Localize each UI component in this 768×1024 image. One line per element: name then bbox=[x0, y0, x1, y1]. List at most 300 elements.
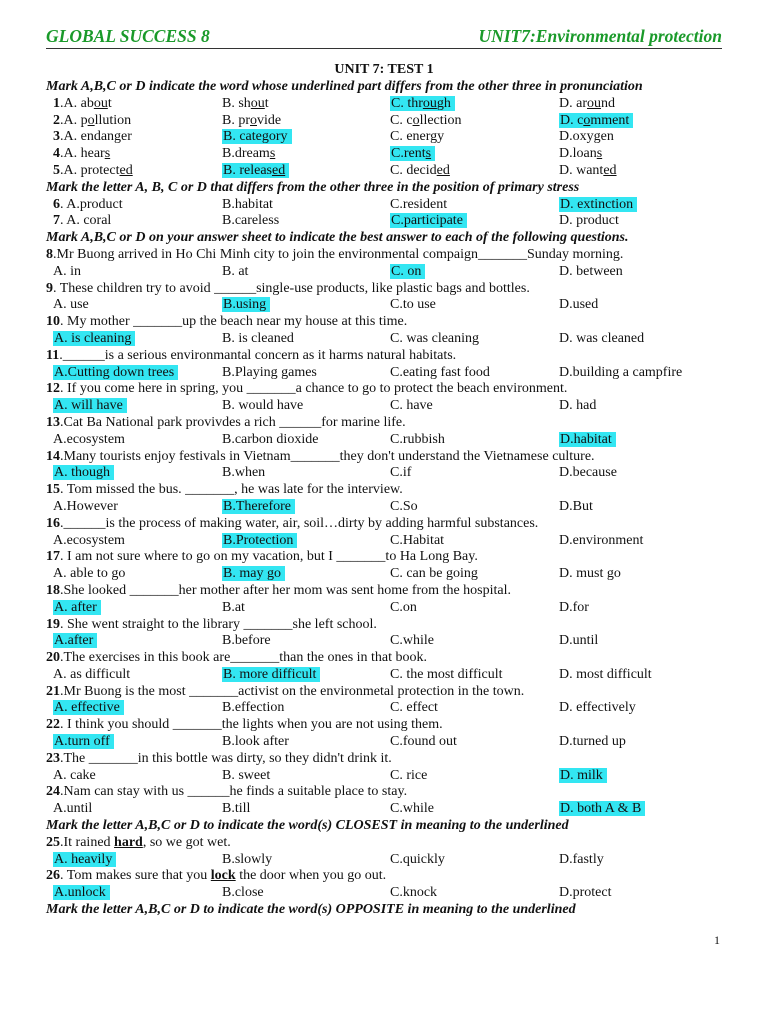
text-segment: .Cat Ba National park provivdes a rich ______for marine life. bbox=[60, 414, 406, 430]
text-segment: A.turn off bbox=[54, 734, 110, 750]
text-segment: .______is a serious environmantal concern as it harms natural habitats. bbox=[59, 347, 457, 363]
question-stem bbox=[46, 415, 722, 432]
section-instruction: Mark the letter A,B,C or D to indicate the word(s) CLOSEST in meaning to the underlined bbox=[46, 818, 569, 834]
answer-option[interactable] bbox=[559, 667, 652, 684]
option-text bbox=[222, 96, 269, 111]
option-text bbox=[559, 113, 633, 128]
text-segment: ed bbox=[436, 162, 450, 178]
text-segment: B.dream bbox=[222, 146, 270, 162]
text-segment: B. releas bbox=[223, 162, 272, 178]
answer-option-selected[interactable] bbox=[390, 264, 425, 281]
answer-option-selected[interactable] bbox=[390, 213, 467, 230]
text-segment: A.after bbox=[54, 633, 94, 649]
answer-option[interactable] bbox=[559, 533, 643, 550]
answer-option[interactable] bbox=[559, 852, 604, 869]
option-text bbox=[559, 566, 621, 581]
answer-option-selected[interactable] bbox=[222, 297, 270, 314]
answer-option[interactable] bbox=[222, 700, 284, 717]
answer-options-row bbox=[46, 264, 722, 281]
option-text bbox=[390, 700, 438, 715]
answer-options-row bbox=[46, 197, 722, 214]
option-text bbox=[53, 667, 130, 682]
option-text bbox=[390, 667, 503, 682]
text-segment: . A.product bbox=[60, 196, 123, 212]
text-segment: A. effective bbox=[54, 700, 120, 716]
answer-options-row bbox=[46, 365, 722, 382]
option-text bbox=[559, 885, 611, 900]
answer-option-selected[interactable] bbox=[53, 633, 97, 650]
answer-option[interactable] bbox=[559, 885, 611, 902]
answer-option[interactable] bbox=[390, 633, 434, 650]
answer-option[interactable] bbox=[390, 113, 462, 130]
text-segment: B. pr bbox=[222, 112, 250, 128]
text-segment: C.knock bbox=[390, 885, 438, 901]
text-segment: D. had bbox=[559, 398, 597, 414]
answer-option[interactable] bbox=[53, 432, 125, 449]
text-segment: B. may go bbox=[223, 566, 281, 582]
page-number: 1 bbox=[714, 933, 720, 947]
option-text bbox=[390, 213, 467, 228]
answer-option[interactable] bbox=[390, 566, 478, 583]
option-text bbox=[222, 163, 289, 178]
option-text bbox=[53, 465, 114, 480]
answer-option[interactable] bbox=[222, 113, 281, 130]
answer-option-selected[interactable] bbox=[559, 801, 645, 818]
answer-option[interactable] bbox=[53, 146, 110, 163]
answer-option[interactable] bbox=[390, 129, 444, 146]
text-segment: 11 bbox=[46, 347, 60, 363]
text-segment: D. ar bbox=[559, 95, 587, 111]
text-segment: hard bbox=[114, 834, 143, 850]
text-segment: A. though bbox=[54, 465, 110, 481]
text-segment: B.carbon dioxide bbox=[222, 431, 319, 447]
text-segment: D.protect bbox=[559, 885, 612, 901]
answer-option[interactable] bbox=[559, 129, 614, 146]
option-text bbox=[390, 398, 433, 413]
text-segment: t bbox=[107, 95, 112, 111]
answer-option[interactable] bbox=[390, 163, 450, 180]
text-segment: C. on bbox=[391, 263, 422, 279]
answer-option[interactable] bbox=[559, 96, 615, 113]
answer-options-row bbox=[46, 885, 722, 902]
answer-option[interactable] bbox=[390, 432, 445, 449]
answer-option[interactable] bbox=[222, 331, 294, 348]
text-segment: ed bbox=[271, 162, 286, 178]
option-text bbox=[53, 852, 116, 867]
text-segment: C.quickly bbox=[390, 851, 445, 867]
option-text bbox=[559, 146, 602, 161]
text-segment: t bbox=[264, 95, 269, 111]
option-text bbox=[53, 885, 110, 900]
answer-options-row bbox=[46, 113, 722, 130]
option-text bbox=[390, 96, 455, 111]
answer-option-selected[interactable] bbox=[222, 533, 297, 550]
answer-option[interactable] bbox=[222, 600, 245, 617]
answer-option[interactable] bbox=[390, 700, 438, 717]
text-segment: llution bbox=[94, 112, 132, 128]
answer-option[interactable] bbox=[222, 885, 264, 902]
answer-option-selected[interactable] bbox=[53, 852, 116, 869]
option-text bbox=[222, 197, 273, 212]
text-segment: o bbox=[412, 112, 420, 128]
header-course-title: GLOBAL SUCCESS 8 bbox=[46, 26, 210, 46]
text-segment: .The exercises in this book are_______than the ones in that book. bbox=[60, 650, 428, 666]
answer-option[interactable] bbox=[53, 113, 131, 130]
option-text bbox=[559, 768, 607, 783]
answer-option-selected[interactable] bbox=[222, 566, 285, 583]
answer-option-selected[interactable] bbox=[559, 197, 637, 214]
text-segment: B.Therefore bbox=[223, 498, 292, 514]
option-text bbox=[222, 213, 279, 228]
text-segment: C.found out bbox=[390, 734, 457, 750]
answer-option[interactable] bbox=[559, 297, 598, 314]
question-stem bbox=[46, 717, 722, 734]
answer-option[interactable] bbox=[222, 197, 273, 214]
answer-options-row bbox=[46, 129, 722, 146]
answer-option[interactable] bbox=[222, 264, 248, 281]
option-text bbox=[222, 801, 250, 816]
question-stem bbox=[46, 314, 722, 331]
option-text bbox=[53, 331, 135, 346]
text-segment: .Mr Buong arrived in Ho Chi Minh city to join the environmental compaign_______Sunday morning. bbox=[53, 246, 624, 262]
option-text bbox=[222, 465, 265, 480]
text-segment: C. the most difficult bbox=[390, 666, 503, 682]
text-segment: A. after bbox=[54, 599, 97, 615]
text-segment: A. use bbox=[53, 297, 89, 313]
text-segment: C.rent bbox=[391, 146, 426, 162]
answer-options-row bbox=[46, 398, 722, 415]
answer-option[interactable] bbox=[390, 197, 447, 214]
text-segment: 5 bbox=[53, 162, 60, 178]
text-segment: ou bbox=[93, 95, 108, 111]
answer-option[interactable] bbox=[559, 600, 589, 617]
option-text bbox=[559, 633, 598, 648]
option-text bbox=[390, 633, 434, 648]
answer-option-selected[interactable] bbox=[53, 734, 114, 751]
text-segment: . She went straight to the library _______she left school. bbox=[60, 616, 377, 632]
text-segment: D. c bbox=[560, 112, 584, 128]
option-text bbox=[222, 331, 294, 346]
option-text bbox=[222, 146, 275, 161]
answer-option[interactable] bbox=[222, 633, 271, 650]
text-segment: 17 bbox=[46, 549, 60, 565]
text-segment: . A. coral bbox=[60, 213, 112, 229]
answer-options-row bbox=[46, 566, 722, 583]
option-text bbox=[222, 700, 284, 715]
text-segment: 15 bbox=[46, 482, 60, 498]
answer-options-row bbox=[46, 768, 722, 785]
answer-option[interactable] bbox=[390, 801, 434, 818]
option-text bbox=[53, 432, 125, 447]
text-segment: gh bbox=[436, 95, 451, 111]
answer-option[interactable] bbox=[53, 96, 112, 113]
answer-option[interactable] bbox=[53, 129, 132, 146]
answer-option-selected[interactable] bbox=[53, 465, 114, 482]
text-segment: .A. hear bbox=[60, 146, 105, 162]
text-segment: llection bbox=[419, 112, 462, 128]
text-segment: C.participate bbox=[391, 213, 463, 229]
text-segment: the door when you go out. bbox=[235, 868, 387, 884]
answer-option-selected[interactable] bbox=[53, 700, 124, 717]
option-text bbox=[53, 533, 125, 548]
answer-option[interactable] bbox=[390, 533, 444, 550]
text-segment: A. will have bbox=[54, 398, 123, 414]
answer-option[interactable] bbox=[559, 213, 619, 230]
text-segment: 3 bbox=[53, 129, 60, 145]
answer-option[interactable] bbox=[390, 398, 433, 415]
answer-option[interactable] bbox=[222, 852, 272, 869]
answer-option[interactable] bbox=[390, 885, 437, 902]
option-text bbox=[559, 129, 614, 144]
answer-option-selected[interactable] bbox=[222, 129, 292, 146]
answer-option[interactable] bbox=[390, 499, 418, 516]
answer-option[interactable] bbox=[222, 213, 279, 230]
text-segment: . I am not sure where to go on my vacation, but I _______to Ha Long Bay. bbox=[60, 549, 478, 565]
option-text bbox=[390, 163, 450, 178]
question-stem bbox=[46, 281, 722, 298]
text-segment: 12 bbox=[46, 381, 60, 397]
answer-option[interactable] bbox=[559, 734, 626, 751]
text-segment: o bbox=[87, 112, 95, 128]
text-segment: .Mr Buong is the most _______activist on the environmetal protection in the town. bbox=[60, 683, 525, 699]
text-segment: 2 bbox=[53, 112, 60, 128]
text-segment: 1 bbox=[53, 95, 60, 111]
answer-option[interactable] bbox=[559, 499, 593, 516]
answer-option-selected[interactable] bbox=[53, 365, 178, 382]
option-text bbox=[559, 533, 643, 548]
answer-option-selected[interactable] bbox=[222, 163, 289, 180]
answer-option[interactable] bbox=[222, 398, 303, 415]
answer-option[interactable] bbox=[559, 633, 598, 650]
text-segment: 14 bbox=[46, 448, 60, 464]
text-segment: B.look after bbox=[222, 734, 289, 750]
answer-option[interactable] bbox=[222, 801, 250, 818]
answer-options-row bbox=[46, 667, 722, 684]
answer-option-selected[interactable] bbox=[53, 331, 135, 348]
answer-option[interactable] bbox=[559, 365, 682, 382]
answer-option[interactable] bbox=[390, 852, 445, 869]
text-segment: D.environment bbox=[559, 532, 644, 548]
answer-option[interactable] bbox=[559, 163, 617, 180]
option-text bbox=[53, 801, 92, 816]
answer-option[interactable] bbox=[390, 465, 411, 482]
option-text bbox=[390, 264, 425, 279]
text-segment: . My mother _______up the beach near my house at this time. bbox=[60, 314, 408, 330]
header-rule bbox=[46, 48, 722, 49]
answer-option[interactable] bbox=[222, 146, 275, 163]
option-text bbox=[53, 633, 97, 648]
text-segment: B. is cleaned bbox=[222, 330, 294, 346]
section-instruction: Mark the letter A, B, C or D that differs from the other three in the position of primary stress bbox=[46, 179, 580, 195]
answer-option[interactable] bbox=[53, 163, 133, 180]
option-text bbox=[222, 398, 303, 413]
answer-options-row bbox=[46, 499, 722, 516]
option-text bbox=[559, 667, 652, 682]
answer-option-selected[interactable] bbox=[390, 146, 435, 163]
option-text bbox=[390, 331, 479, 346]
text-segment: C.while bbox=[390, 801, 434, 817]
option-text bbox=[390, 566, 478, 581]
text-segment: 4 bbox=[53, 146, 60, 162]
answer-option[interactable] bbox=[222, 734, 289, 751]
answer-option[interactable] bbox=[53, 213, 111, 230]
text-segment: B.when bbox=[222, 465, 266, 481]
answer-options-row bbox=[46, 465, 722, 482]
option-text bbox=[390, 197, 447, 212]
answer-option[interactable] bbox=[53, 499, 118, 516]
text-segment: C. energy bbox=[390, 129, 445, 145]
page-header bbox=[46, 26, 722, 48]
text-segment: D. most difficult bbox=[559, 666, 652, 682]
text-segment: C.if bbox=[390, 465, 412, 481]
question-stem bbox=[46, 650, 722, 667]
option-text bbox=[53, 197, 123, 212]
option-text bbox=[53, 264, 81, 279]
answer-options-row bbox=[46, 533, 722, 550]
text-segment: B.Protection bbox=[223, 532, 294, 548]
text-segment: A.until bbox=[53, 801, 93, 817]
question-stem bbox=[46, 751, 722, 768]
answer-option-selected[interactable] bbox=[222, 499, 295, 516]
answer-option[interactable] bbox=[559, 146, 602, 163]
option-text bbox=[222, 852, 272, 867]
text-segment: mment bbox=[590, 112, 630, 128]
answer-option[interactable] bbox=[53, 264, 81, 281]
option-text bbox=[390, 129, 444, 144]
answer-option[interactable] bbox=[559, 566, 621, 583]
question-stem bbox=[46, 247, 722, 264]
answer-option[interactable] bbox=[53, 533, 125, 550]
option-text bbox=[53, 700, 124, 715]
text-segment: C.resident bbox=[390, 196, 448, 212]
option-text bbox=[222, 600, 245, 615]
option-text bbox=[390, 801, 434, 816]
text-segment: B.using bbox=[223, 297, 267, 313]
text-segment: C.Habitat bbox=[390, 532, 445, 548]
answer-option[interactable] bbox=[559, 700, 636, 717]
text-segment: D. between bbox=[559, 263, 623, 279]
answer-option[interactable] bbox=[390, 734, 457, 751]
answer-options-row bbox=[46, 213, 722, 230]
text-segment: B. would have bbox=[222, 398, 304, 414]
option-text bbox=[390, 768, 427, 783]
option-text bbox=[390, 432, 445, 447]
text-segment: s bbox=[104, 146, 111, 162]
text-segment: lock bbox=[210, 868, 236, 884]
option-text bbox=[390, 533, 444, 548]
answer-option[interactable] bbox=[222, 432, 318, 449]
answer-option-selected[interactable] bbox=[53, 398, 127, 415]
text-segment: D.for bbox=[559, 599, 589, 615]
text-segment: D.used bbox=[559, 297, 599, 313]
answer-option-selected[interactable] bbox=[390, 96, 455, 113]
answer-option-selected[interactable] bbox=[53, 600, 101, 617]
text-segment: B.close bbox=[222, 885, 264, 901]
text-segment: D. was cleaned bbox=[559, 330, 645, 346]
text-segment: .She looked _______her mother after her mom was sent home from the hospital. bbox=[60, 582, 512, 598]
text-segment: A.ecosystem bbox=[53, 431, 125, 447]
answer-option[interactable] bbox=[222, 365, 317, 382]
answer-options-row bbox=[46, 163, 722, 180]
answer-option[interactable] bbox=[222, 768, 270, 785]
text-segment: . Tom makes sure that you bbox=[60, 868, 211, 884]
answer-options-row bbox=[46, 146, 722, 163]
text-segment: . If you come here in spring, you _______a chance to go to protect the beach environment. bbox=[60, 381, 568, 397]
text-segment: D.building a campfire bbox=[559, 364, 683, 380]
answer-option[interactable] bbox=[559, 264, 623, 281]
answer-option-selected[interactable] bbox=[222, 667, 320, 684]
text-segment: 23 bbox=[46, 750, 60, 766]
answer-option[interactable] bbox=[390, 667, 503, 684]
option-text bbox=[222, 566, 285, 581]
text-segment: C.to use bbox=[390, 297, 436, 313]
answer-option-selected[interactable] bbox=[559, 113, 633, 130]
answer-option[interactable] bbox=[559, 331, 644, 348]
answer-option[interactable] bbox=[559, 398, 596, 415]
option-text bbox=[53, 365, 178, 380]
option-text bbox=[559, 600, 589, 615]
option-text bbox=[390, 146, 435, 161]
text-segment: D.habitat bbox=[560, 431, 612, 447]
text-segment: B.effection bbox=[222, 700, 285, 716]
answer-option[interactable] bbox=[222, 96, 269, 113]
option-text bbox=[559, 264, 623, 279]
text-segment: 19 bbox=[46, 616, 60, 632]
answer-option[interactable] bbox=[53, 566, 125, 583]
option-text bbox=[559, 197, 637, 212]
option-text bbox=[390, 113, 462, 128]
option-text bbox=[53, 566, 125, 581]
answer-option[interactable] bbox=[53, 667, 130, 684]
option-text bbox=[559, 398, 596, 413]
answer-option[interactable] bbox=[53, 297, 89, 314]
answer-option-selected[interactable] bbox=[559, 768, 607, 785]
answer-option-selected[interactable] bbox=[53, 885, 110, 902]
answer-options-row bbox=[46, 801, 722, 818]
question-stem bbox=[46, 835, 722, 852]
text-segment: C. effect bbox=[390, 700, 438, 716]
answer-option[interactable] bbox=[53, 801, 92, 818]
text-segment: 26 bbox=[46, 868, 60, 884]
question-stem bbox=[46, 381, 722, 398]
answer-option[interactable] bbox=[390, 600, 417, 617]
text-segment: D. both A & B bbox=[560, 801, 642, 817]
answer-option-selected[interactable] bbox=[559, 432, 616, 449]
text-segment: 6 bbox=[53, 196, 60, 212]
text-segment: C.while bbox=[390, 633, 434, 649]
answer-option[interactable] bbox=[222, 465, 265, 482]
answer-option[interactable] bbox=[559, 465, 617, 482]
option-text bbox=[559, 700, 636, 715]
text-segment: A.However bbox=[53, 498, 118, 514]
text-segment: .A. p bbox=[60, 112, 88, 128]
answer-option[interactable] bbox=[390, 365, 490, 382]
option-text bbox=[53, 734, 114, 749]
text-segment: B.till bbox=[222, 801, 251, 817]
text-segment: . I think you should _______the lights when you are not using them. bbox=[60, 717, 443, 733]
question-list bbox=[46, 79, 722, 919]
text-segment: D.until bbox=[559, 633, 599, 649]
answer-option[interactable] bbox=[390, 768, 427, 785]
answer-option[interactable] bbox=[53, 768, 96, 785]
text-segment: D.because bbox=[559, 465, 617, 481]
option-text bbox=[53, 600, 101, 615]
answer-option[interactable] bbox=[390, 331, 479, 348]
text-segment: C. have bbox=[390, 398, 433, 414]
answer-option[interactable] bbox=[53, 197, 123, 214]
answer-option[interactable] bbox=[390, 297, 436, 314]
answer-options-row bbox=[46, 633, 722, 650]
